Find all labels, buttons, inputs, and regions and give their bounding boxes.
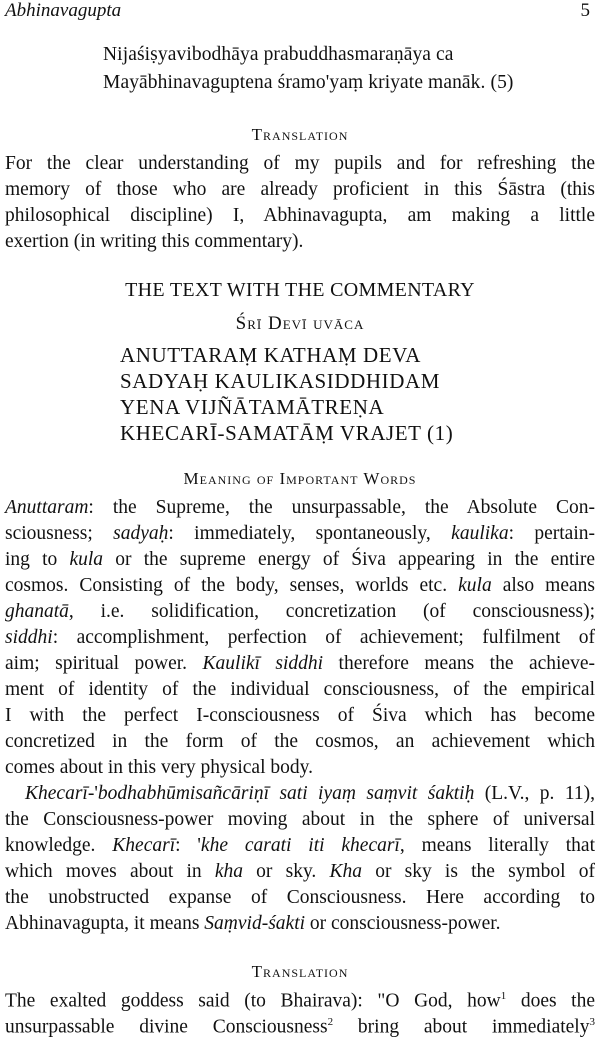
term: Anuttaram: [5, 497, 89, 518]
meaning-line: the unobstructed expanse of Consciousness. Here according to: [5, 887, 595, 908]
sutra-speaker: Śrī Devī uvāca: [235, 313, 365, 334]
meaning-line: Anuttaram: the Supreme, the unsurpassable, the Absolute Con-: [5, 497, 595, 518]
meaning-line: Khecarī-'bodhabhūmisañcāriṇī sati iyaṃ saṃvit śaktiḥ (L.V., p. 11),: [25, 783, 595, 804]
term: Kaulikī siddhi: [202, 653, 324, 674]
term: kaulika: [451, 523, 509, 544]
meaning-line: I with the perfect I-consciousness of Śiva which has become: [5, 705, 595, 726]
translation-line: The exalted goddess said (to Bhairava): "O God, how$^1$ does the: [5, 990, 595, 1012]
meaning-heading: Meaning of Important Words: [183, 469, 417, 488]
translation-line: exertion (in writing this commentary).: [5, 231, 304, 252]
translation-line: For the clear understanding of my pupils and for refreshing the: [5, 153, 595, 174]
verse-line-1: Nijaśiṣyavibodhāya prabuddhasmaraṇāya ca: [103, 44, 454, 65]
term: sadyaḥ: [113, 523, 169, 544]
meaning-line: ghanatā, i.e. solidification, concretization (of consciousness);: [5, 601, 595, 622]
footnote-marker: 3: [589, 1016, 595, 1028]
term: ghanatā: [5, 601, 69, 622]
verse-line-2: Mayābhinavaguptena śramo'yaṃ kriyate manāk. (5): [103, 72, 514, 93]
term: kula: [458, 575, 492, 596]
translation-line: unsurpassable divine Consciousness$^2$ bring about immediately$^3$: [5, 1016, 595, 1038]
term: khe carati iti khecarī: [200, 835, 400, 856]
term: bodhabhūmisañcāriṇī sati iyaṃ saṃvit śaktiḥ: [97, 783, 475, 804]
meaning-line: concretized in the form of the cosmos, an achievement which: [5, 731, 595, 752]
meaning-line: comes about in this very physical body.: [5, 757, 313, 778]
sutra-line-4: KHECARĪ-SAMATĀṂ VRAJET (1): [120, 421, 454, 445]
term: Saṃvid-śakti: [204, 913, 306, 934]
meaning-line: siddhi: accomplishment, perfection of achievement; fulfilment of: [5, 627, 595, 648]
term: kula: [69, 549, 104, 570]
term: Kha: [329, 861, 363, 882]
translation-line: memory of those who are already proficient in this Śāstra (this: [5, 179, 595, 200]
page-number: 5: [580, 0, 590, 21]
sutra-line-1: ANUTTARAṂ KATHAṂ DEVA: [120, 343, 422, 367]
meaning-line: ment of identity of the individual consciousness, of the empirical: [5, 679, 595, 700]
running-header-title: Abhinavagupta: [5, 0, 122, 21]
footnote-marker: 2: [327, 1016, 334, 1028]
term: kha: [214, 861, 243, 882]
meaning-line: which moves about in kha or sky. Kha or sky is the symbol of: [5, 861, 595, 882]
meaning-line: aim; spiritual power. Kaulikī siddhi therefore means the achieve-: [5, 653, 595, 674]
meaning-line: cosmos. Consisting of the body, senses, worlds etc. kula also means: [5, 575, 595, 596]
sutra-line-2: SADYAḤ KAULIKASIDDHIDAM: [120, 369, 441, 393]
translation-heading-2: Translation: [251, 962, 349, 981]
term: siddhi: [5, 627, 53, 648]
meaning-line: knowledge. Khecarī: 'khe carati iti khecarī, means literally that: [5, 835, 595, 856]
translation-heading-1: Translation: [251, 125, 349, 144]
meaning-line: ing to kula or the supreme energy of Śiva appearing in the entire: [5, 549, 595, 570]
footnote-marker: 1: [500, 990, 507, 1002]
meaning-line: sciousness; sadyaḥ: immediately, spontaneously, kaulika: pertain-: [5, 523, 595, 544]
term: Khecarī: [25, 783, 88, 804]
meaning-line: the Consciousness-power moving about in the sphere of universal: [5, 809, 595, 830]
meaning-line: Abhinavagupta, it means Saṃvid-śakti or consciousness-power.: [5, 913, 501, 934]
term: Khecarī: [112, 835, 176, 856]
sutra-line-3: YENA VIJÑĀTAMĀTREṆA: [120, 395, 385, 419]
text-commentary-heading: THE TEXT WITH THE COMMENTARY: [125, 279, 475, 301]
translation-line: philosophical discipline) I, Abhinavagupta, am making a little: [5, 205, 595, 226]
